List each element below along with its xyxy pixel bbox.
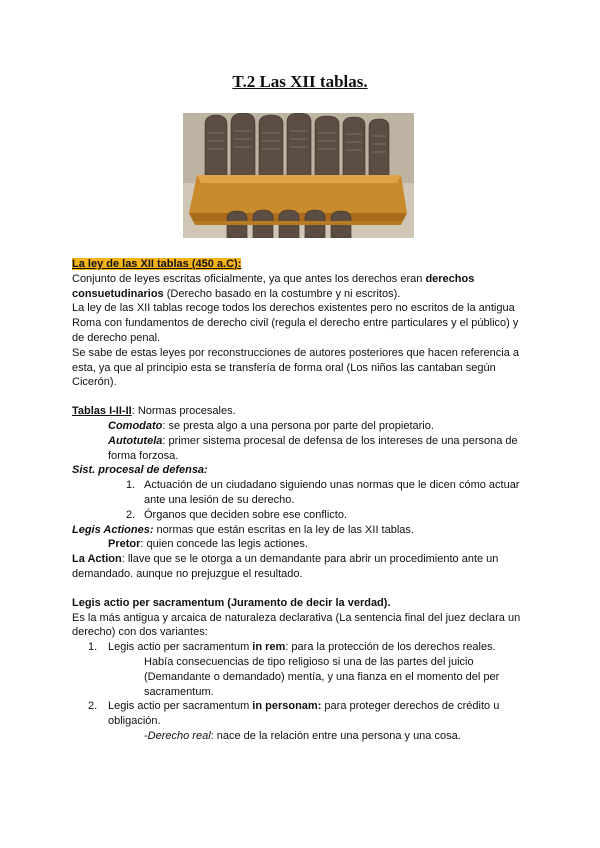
derecho-real-definition: -Derecho real: nace de la relación entre una persona y una cosa. <box>144 729 461 742</box>
section-1-paragraph-1: Conjunto de leyes escritas oficialmente, ya que antes los derechos eran derechos consuetudinarios (Derecho basado en la costumbre y ni escritos). <box>72 272 475 300</box>
section-3-heading: Legis actio per sacramentum (Juramento de decir la verdad). <box>72 596 391 609</box>
list-item: 2. Legis actio per sacramentum in personam: para proteger derechos de crédito u obligación. <box>88 700 500 728</box>
section-1-paragraph-3: Se sabe de estas leyes por reconstrucciones de autores posteriores que hacen referencia a esta, ya que al principio esta se transfería de forma oral (Los niños las cantaban según Cicerón). <box>72 346 519 389</box>
legis-actiones-definition: Legis Actiones: normas que están escritas en la ley de las XII tablas. <box>72 523 414 536</box>
section-2-heading: Tablas I-II-II: Normas procesales. <box>72 405 236 418</box>
spacer <box>72 582 532 596</box>
document-body <box>72 257 532 744</box>
page-title: T.2 Las XII tablas. <box>232 72 368 91</box>
sist-procesal-heading: Sist. procesal de defensa: <box>72 464 208 477</box>
autotutela-definition: Autotutela: primer sistema procesal de defensa de los intereses de una persona de forma forzosa. <box>108 434 518 462</box>
section-1-heading: La ley de las XII tablas (450 a.C): <box>72 258 242 270</box>
list-item: 2. Órganos que deciden sobre ese conflicto. <box>126 508 348 521</box>
stone-tablets-photo <box>183 113 414 238</box>
section-3-intro: Es la más antigua y arcaica de naturaleza declarativa (La sentencia final del juez declara un derecho) con dos variantes: <box>72 611 521 639</box>
spacer <box>72 390 532 404</box>
list-item: 1. Actuación de un ciudadano siguiendo unas normas que le dicen cómo actuar ante una lesión de su derecho. <box>126 479 520 506</box>
pretor-definition: Pretor: quien concede las legis actiones. <box>108 538 308 551</box>
section-1-paragraph-2: La ley de las XII tablas recoge todos los derechos existentes pero no escritos de la antigua Roma con fundamentos de derecho civil (regula el derecho entre particulares y el público) y de derecho penal. <box>72 302 519 344</box>
action-definition: La Action: llave que se le otorga a un demandante para abrir un procedimiento ante un demandado. aunque no prejuzgue el resultado. <box>72 553 499 580</box>
list-item: 1. Legis actio per sacramentum in rem: para la protección de los derechos reales. <box>88 641 496 654</box>
comodato-definition: Comodato: se presta algo a una persona por parte del propietario. <box>108 419 434 432</box>
in-rem-detail: Había consecuencias de tipo religioso si una de las partes del juicio (Demandante o demandado) mentía, y una fianza en el momento del per sacramentum. <box>144 655 500 698</box>
